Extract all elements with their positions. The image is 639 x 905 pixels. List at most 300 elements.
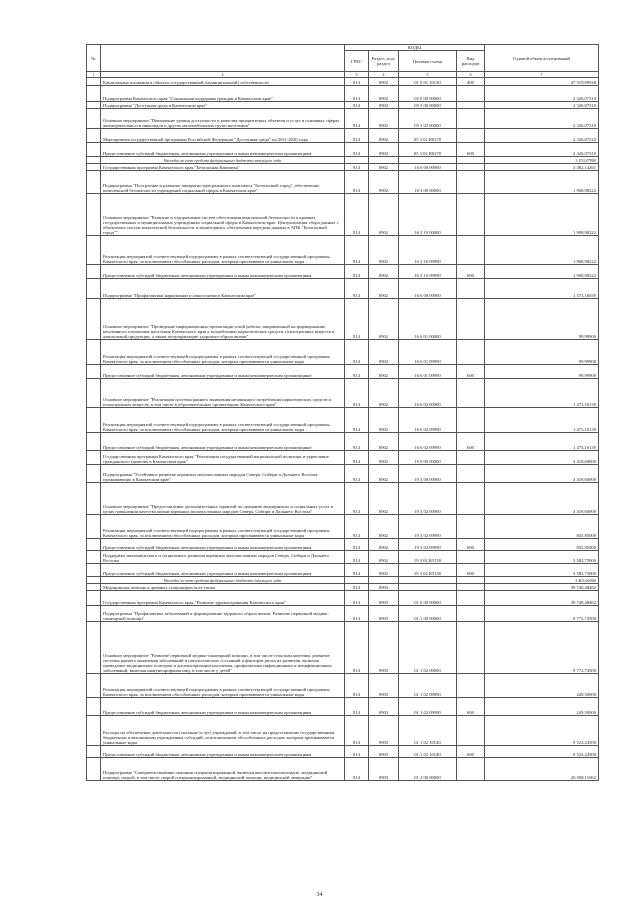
header-section: Раздел, под-раздел [369, 51, 399, 72]
cell-name: Основное мероприятие "Предоставление дополнительных гарантий по оказанию медицинских и социальных услуг в целях повышения качества жизни коренных малочисленных народов Севера, Сибири и Дальнего Востока" [101, 483, 345, 515]
cell-num [87, 746, 101, 758]
cell-cs [399, 577, 457, 584]
cell-name: Предоставление субсидий бюджетным, автономным учреждениям и иным некоммерческим организациям [101, 698, 345, 716]
cell-cs: 01 9 01 10130 [399, 78, 457, 86]
cell-num [87, 109, 101, 129]
cell-grbs: 814 [345, 606, 369, 622]
col-number: 4 [369, 72, 399, 78]
cell-vr [457, 577, 485, 584]
cell-vr [457, 622, 485, 674]
cell-num [87, 102, 101, 109]
cell-num [87, 78, 101, 86]
cell-razdel: 0903 [369, 622, 399, 674]
cell-name: Расходы на обеспечение деятельности (оказание услуг) учреждений, в том числе на предоставление государственным бюджетным и автономным учреждениям субсидий, за исключением обособленных расходов, которым присваиваются уникальные коды [101, 716, 345, 746]
cell-razdel: 0902 [369, 164, 399, 171]
cell-razdel: 0903 [369, 758, 399, 781]
cell-num [87, 564, 101, 577]
cell-num [87, 584, 101, 591]
cell-vr [457, 451, 485, 465]
cell-razdel: 0902 [369, 265, 399, 279]
cell-amount: 9 523,24500 [485, 716, 599, 746]
cell-grbs: 814 [345, 622, 369, 674]
cell-razdel: 0902 [369, 279, 399, 299]
cell-grbs: 814 [345, 716, 369, 746]
cell-amount: 2 326,07310 [485, 143, 599, 157]
header-name-blank [101, 45, 345, 72]
cell-cs: 19 3 02 09990 [399, 515, 457, 539]
header-target: Целевая статья [399, 51, 457, 72]
cell-amount: 1 473,16139 [485, 379, 599, 408]
cell-razdel: 0902 [369, 465, 399, 483]
cell-cs: 01 1 02 00000 [399, 622, 457, 674]
cell-amount: 2 326,07310 [485, 109, 599, 129]
cell-vr [457, 236, 485, 265]
cell-num [87, 299, 101, 340]
cell-cs [399, 584, 457, 591]
cell-cs: 16 6 01 00000 [399, 299, 457, 340]
cell-name: Предоставление субсидий бюджетным, автономным учреждениям и иным некоммерческим организациям [101, 265, 345, 279]
table-row [87, 129, 599, 143]
header-codes: КОДЫ [345, 45, 485, 51]
cell-vr [457, 515, 485, 539]
cell-grbs: 814 [345, 746, 369, 758]
cell-vr [457, 109, 485, 129]
cell-name: Расходы за счет средств федерального бюджета текущего года [101, 577, 345, 584]
cell-num [87, 365, 101, 379]
table-row [87, 465, 599, 483]
cell-num [87, 451, 101, 465]
cell-name: Предоставление субсидий бюджетным, автономным учреждениям и иным некоммерческим организациям [101, 746, 345, 758]
cell-razdel: 0902 [369, 515, 399, 539]
cell-num [87, 86, 101, 102]
table-row [87, 591, 599, 606]
cell-cs: 16 6 01 09990 [399, 340, 457, 365]
cell-cs [399, 157, 457, 164]
cell-name: Предоставление субсидий бюджетным, автономным учреждениям и иным некоммерческим организациям [101, 433, 345, 451]
table-row [87, 109, 599, 129]
cell-vr [457, 606, 485, 622]
cell-num [87, 465, 101, 483]
cell-grbs: 814 [345, 698, 369, 716]
budget-table [86, 44, 599, 781]
cell-vr: 600 [457, 365, 485, 379]
cell-grbs: 814 [345, 78, 369, 86]
cell-cs: 16 3 10 00000 [399, 194, 457, 236]
cell-razdel: 0902 [369, 86, 399, 102]
cell-num [87, 157, 101, 164]
header-kind: Вид расходов [457, 51, 485, 72]
cell-name: Поддержка экономического и социального развития коренных малочисленных народов Севера, Сибири и Дальнего Востока [101, 551, 345, 564]
cell-razdel: 0903 [369, 746, 399, 758]
cell-grbs: 814 [345, 265, 369, 279]
cell-num [87, 236, 101, 265]
cell-vr [457, 102, 485, 109]
cell-grbs: 814 [345, 194, 369, 236]
table-row [87, 622, 599, 674]
cell-cs: 01 1 02 10140 [399, 716, 457, 746]
cell-amount: 1 170,47990 [485, 157, 599, 164]
cell-cs: 19 3 02 09990 [399, 539, 457, 551]
cell-amount: 9 523,24500 [485, 746, 599, 758]
table-row [87, 433, 599, 451]
cell-grbs: 814 [345, 102, 369, 109]
table-subtotal-row [87, 157, 599, 164]
cell-vr [457, 164, 485, 171]
cell-name: Расходы за счет средств федерального бюджета текущего года [101, 157, 345, 164]
cell-grbs: 814 [345, 143, 369, 157]
table-row [87, 171, 599, 194]
cell-razdel: 0902 [369, 379, 399, 408]
cell-vr [457, 379, 485, 408]
cell-grbs: 814 [345, 109, 369, 129]
table-row [87, 564, 599, 577]
cell-razdel: 0902 [369, 551, 399, 564]
cell-name: Медицинская помощь в дневных стационарах всех типов [101, 584, 345, 591]
cell-razdel: 0902 [369, 433, 399, 451]
cell-amount: 1 473,16139 [485, 433, 599, 451]
cell-amount: 1 473,16139 [485, 408, 599, 433]
cell-vr: 600 [457, 433, 485, 451]
table-row [87, 279, 599, 299]
header-num: № [87, 45, 101, 72]
cell-name: Реализация мероприятий соответствующей подпрограммы в рамках соответствующей государственной программы Камчатского края, за исключением обособленных расходов, которым присваиваются уникальные коды [101, 340, 345, 365]
cell-cs: 16 3 10 09990 [399, 236, 457, 265]
cell-vr [457, 157, 485, 164]
cell-cs: 05 3 02 00000 [399, 109, 457, 129]
cell-razdel: 0902 [369, 143, 399, 157]
cell-razdel: 0902 [369, 365, 399, 379]
cell-grbs: 814 [345, 539, 369, 551]
cell-grbs: 814 [345, 236, 369, 265]
cell-num [87, 716, 101, 746]
cell-cs: 05 3 00 00000 [399, 102, 457, 109]
cell-grbs: 814 [345, 433, 369, 451]
cell-grbs: 814 [345, 584, 369, 591]
col-number: 5 [399, 72, 457, 78]
cell-name: Подпрограмма "Профилактика наркомании и алкоголизма в Камчатском крае" [101, 279, 345, 299]
cell-num [87, 606, 101, 622]
cell-amount: 99,99900 [485, 299, 599, 340]
cell-name: Предоставление субсидий бюджетным, автономным учреждениям и иным некоммерческим организациям [101, 365, 345, 379]
cell-vr: 600 [457, 698, 485, 716]
cell-grbs [345, 577, 369, 584]
cell-amount: 26 508,11062 [485, 758, 599, 781]
cell-num [87, 483, 101, 515]
cell-grbs: 814 [345, 171, 369, 194]
cell-razdel: 0903 [369, 591, 399, 606]
cell-razdel: 0902 [369, 340, 399, 365]
table-row [87, 746, 599, 758]
cell-razdel: 0902 [369, 236, 399, 265]
cell-grbs: 814 [345, 564, 369, 577]
cell-vr [457, 340, 485, 365]
table-row [87, 539, 599, 551]
cell-name: Капитальные вложения в объекты государственной (муниципальной) собственности [101, 78, 345, 86]
cell-name: Государственная программа Камчатского края "Безопасная Камчатка" [101, 164, 345, 171]
cell-razdel: 0903 [369, 584, 399, 591]
table-row [87, 698, 599, 716]
cell-grbs: 814 [345, 340, 369, 365]
table-row [87, 265, 599, 279]
table-row [87, 379, 599, 408]
cell-grbs: 814 [345, 551, 369, 564]
col-number: 7 [485, 72, 599, 78]
header-grbs: ГРБС [345, 51, 369, 72]
cell-grbs: 814 [345, 758, 369, 781]
cell-vr [457, 129, 485, 143]
cell-num [87, 265, 101, 279]
cell-vr [457, 584, 485, 591]
cell-vr [457, 171, 485, 194]
cell-grbs: 814 [345, 379, 369, 408]
cell-grbs: 814 [345, 674, 369, 698]
cell-cs: 16 6 00 00000 [399, 279, 457, 299]
cell-razdel: 0902 [369, 78, 399, 86]
cell-amount: 99,99900 [485, 340, 599, 365]
table-row [87, 408, 599, 433]
cell-cs: 05 3 02 R0270 [399, 129, 457, 143]
cell-grbs: 814 [345, 451, 369, 465]
cell-razdel: 0902 [369, 299, 399, 340]
cell-cs: 19 3 00 00000 [399, 465, 457, 483]
cell-name: Подпрограмма "Доступная среда в Камчатском крае" [101, 102, 345, 109]
cell-amount: 1 908,98222 [485, 194, 599, 236]
cell-amount: 2 326,07310 [485, 102, 599, 109]
cell-grbs: 814 [345, 365, 369, 379]
cell-grbs: 814 [345, 299, 369, 340]
table-row [87, 584, 599, 591]
cell-grbs: 814 [345, 86, 369, 102]
cell-name: Подпрограмма "Устойчивое развитие коренных малочисленных народов Севера, Сибири и Дальнего Востока, проживающих в Камчатском крае" [101, 465, 345, 483]
col-number: 3 [345, 72, 369, 78]
cell-num [87, 622, 101, 674]
cell-amount: 1 908,98222 [485, 171, 599, 194]
cell-amount: 3 582,75000 [485, 551, 599, 564]
cell-razdel [369, 577, 399, 584]
cell-vr [457, 551, 485, 564]
cell-grbs: 814 [345, 408, 369, 433]
cell-vr: 600 [457, 539, 485, 551]
cell-grbs: 814 [345, 129, 369, 143]
cell-cs: 01 0 00 00000 [399, 591, 457, 606]
cell-amount: 249,50000 [485, 674, 599, 698]
cell-vr [457, 674, 485, 698]
cell-razdel: 0902 [369, 539, 399, 551]
header-row-1 [87, 45, 599, 51]
cell-razdel: 0902 [369, 564, 399, 577]
cell-vr [457, 279, 485, 299]
cell-amount: 3 403,60000 [485, 577, 599, 584]
cell-grbs: 814 [345, 591, 369, 606]
table-row [87, 483, 599, 515]
header-volume: Годовой объем ассигнований [485, 45, 599, 72]
cell-amount: 9 772,74500 [485, 622, 599, 674]
cell-vr: 600 [457, 265, 485, 279]
cell-name: Предоставление субсидий бюджетным, автономным учреждениям и иным некоммерческим организациям [101, 539, 345, 551]
cell-razdel: 0902 [369, 194, 399, 236]
cell-grbs: 814 [345, 515, 369, 539]
cell-cs: 16 3 10 09990 [399, 265, 457, 279]
cell-razdel: 0903 [369, 674, 399, 698]
table-row [87, 716, 599, 746]
cell-razdel: 0903 [369, 698, 399, 716]
col-number: 1 [87, 72, 101, 78]
cell-amount: 1 908,98222 [485, 236, 599, 265]
cell-amount: 4 418,60000 [485, 465, 599, 483]
table-row [87, 86, 599, 102]
table-row [87, 143, 599, 157]
page-number: 34 [316, 892, 323, 898]
cell-num [87, 577, 101, 584]
cell-num [87, 515, 101, 539]
cell-cs: 01 1 02 09990 [399, 674, 457, 698]
cell-razdel: 0902 [369, 171, 399, 194]
cell-cs: 16 6 01 09990 [399, 365, 457, 379]
cell-name: Предоставление субсидий бюджетным, автономным учреждениям и иным некоммерческим организациям [101, 143, 345, 157]
cell-num [87, 129, 101, 143]
cell-amount: 39 740,48462 [485, 591, 599, 606]
table-row [87, 194, 599, 236]
cell-amount: 249,50000 [485, 698, 599, 716]
cell-grbs: 814 [345, 164, 369, 171]
cell-cs: 16 6 02 09990 [399, 433, 457, 451]
cell-grbs: 814 [345, 483, 369, 515]
col-number: 6 [457, 72, 485, 78]
cell-cs: 19 3 02 R5150 [399, 551, 457, 564]
table-row [87, 365, 599, 379]
cell-vr: 600 [457, 564, 485, 577]
cell-name: Основное мероприятие "Проведение информационно-пропагандистской работы, направленной на формирование негативного отношения населения Камчатского края к потреблению наркотических средств, психотропных веществ и алкогольной продукции, а также популяризацию здорового образа жизни" [101, 299, 345, 340]
cell-razdel: 0902 [369, 408, 399, 433]
cell-cs: 05 3 02 R0270 [399, 143, 457, 157]
table-row [87, 551, 599, 564]
cell-num [87, 379, 101, 408]
cell-name: Основное мероприятие "Повышение уровня доступности и качества приоритетных объектов и услуг в основных сферах жизнедеятельности инвалидов и других маломобильных групп населения" [101, 109, 345, 129]
cell-name: Реализация мероприятий соответствующей подпрограммы в рамках соответствующей государственной программы Камчатского края, за исключением обособленных расходов, которым присваиваются уникальные коды [101, 408, 345, 433]
cell-vr [457, 86, 485, 102]
cell-num [87, 539, 101, 551]
cell-amount: 39 740,48462 [485, 584, 599, 591]
cell-amount: 835,85000 [485, 539, 599, 551]
cell-num [87, 591, 101, 606]
cell-cs: 05 0 00 00000 [399, 86, 457, 102]
table-row [87, 102, 599, 109]
cell-num [87, 340, 101, 365]
cell-amount: 835,85000 [485, 515, 599, 539]
col-number: 2 [101, 72, 345, 78]
cell-num [87, 171, 101, 194]
cell-name: Реализация мероприятий соответствующей подпрограммы в рамках соответствующей государственной программы Камчатского края, за исключением обособленных расходов, которым присваиваются уникальные коды [101, 515, 345, 539]
cell-num [87, 279, 101, 299]
cell-amount: 3 582,75000 [485, 564, 599, 577]
cell-vr: 400 [457, 78, 485, 86]
cell-amount: 3 482,14261 [485, 164, 599, 171]
cell-cs: 16 6 02 09990 [399, 408, 457, 433]
cell-cs: 01 2 00 00000 [399, 758, 457, 781]
table-subtotal-row [87, 577, 599, 584]
budget-table-sheet [86, 44, 598, 781]
cell-name: Подпрограмма "Совершенствование оказания специализированной, включая высокотехнологичную, медицинской помощи, скорой, в том числе скорой специализированной, медицинской помощи, медицинской эвакуации" [101, 758, 345, 781]
cell-num [87, 674, 101, 698]
cell-amount: 4 418,60000 [485, 451, 599, 465]
table-row [87, 451, 599, 465]
cell-cs: 01 1 00 00000 [399, 606, 457, 622]
cell-name: Основное мероприятие "Развитие первичной медико-санитарной помощи, в том числе сельским жителям, развитие системы раннего выявления заболеваний и патологических состояний и факторов риска их развития, включая проведение медицинских осмотров и диспансеризации населения, профилактика инфекционных и неинфекционных заболеваний, включая иммунопрофилактику, в том числе у детей" [101, 622, 345, 674]
cell-vr [457, 299, 485, 340]
table-row [87, 236, 599, 265]
table-row [87, 758, 599, 781]
table-row [87, 515, 599, 539]
cell-razdel: 0903 [369, 606, 399, 622]
table-row [87, 606, 599, 622]
cell-name: Подпрограмма "Построение и развитие аппаратно-программного комплекса "Безопасный город", обеспечение комплексной безопасности учреждений социальной сферы в Камчатском крае" [101, 171, 345, 194]
cell-num [87, 143, 101, 157]
table-row [87, 340, 599, 365]
table-row [87, 78, 599, 86]
cell-vr [457, 758, 485, 781]
table-row [87, 299, 599, 340]
cell-vr [457, 483, 485, 515]
cell-amount: 99,99900 [485, 365, 599, 379]
cell-name: Основное мероприятие "Реализация системы раннего выявления незаконного потребления наркотических средств и психотропных веществ, в том числе в образовательных организациях Камчатского края" [101, 379, 345, 408]
cell-name: Государственная программа Камчатского края "Реализация государственной национальной политики и укрепление гражданского единства в Камчатском крае" [101, 451, 345, 465]
cell-cs: 19 0 00 00000 [399, 451, 457, 465]
cell-num [87, 408, 101, 433]
cell-amount: 47 519,89928 [485, 78, 599, 86]
cell-razdel: 0902 [369, 483, 399, 515]
budget-rows [87, 78, 599, 781]
cell-vr [457, 716, 485, 746]
cell-amount: 1 908,98222 [485, 265, 599, 279]
cell-vr: 600 [457, 746, 485, 758]
cell-vr [457, 591, 485, 606]
cell-razdel: 0902 [369, 129, 399, 143]
cell-amount: 2 326,07310 [485, 129, 599, 143]
cell-cs: 16 6 02 00000 [399, 379, 457, 408]
cell-vr: 600 [457, 143, 485, 157]
cell-vr [457, 408, 485, 433]
cell-grbs [345, 157, 369, 164]
cell-cs: 01 1 02 10140 [399, 746, 457, 758]
table-row [87, 164, 599, 171]
cell-num [87, 758, 101, 781]
cell-amount: 4 418,60000 [485, 483, 599, 515]
cell-amount: 1 573,16039 [485, 279, 599, 299]
cell-name: Государственная программа Камчатского края "Развитие здравоохранения Камчатского края" [101, 591, 345, 606]
cell-name: Реализация мероприятий соответствующей подпрограммы в рамках соответствующей государственной программы Камчатского края, за исключением обособленных расходов, которым присваиваются уникальные коды [101, 674, 345, 698]
cell-razdel: 0902 [369, 102, 399, 109]
cell-num [87, 194, 101, 236]
cell-razdel [369, 157, 399, 164]
cell-num [87, 164, 101, 171]
cell-grbs: 814 [345, 465, 369, 483]
cell-razdel: 0902 [369, 109, 399, 129]
cell-cs: 19 3 02 00000 [399, 483, 457, 515]
cell-amount: 2 326,07310 [485, 86, 599, 102]
cell-name: Подпрограмма "Профилактика заболеваний и формирование здорового образа жизни. Развитие первичной медико-санитарной помощи" [101, 606, 345, 622]
cell-name: Основное мероприятие "Развитие и оздоровление систем обеспечения комплексной безопасности в краевых государственных и муниципальных учреждениях социальной сферы в Камчатском крае. Централизация сбора данных с объектовых систем комплексной безопасности и мониторинга, обеспечения передачи данных в АПК "Безопасный город"" [101, 194, 345, 236]
cell-grbs: 814 [345, 279, 369, 299]
cell-cs: 16 3 00 00000 [399, 171, 457, 194]
cell-name: Реализация мероприятий соответствующей подпрограммы в рамках соответствующей государственной программы Камчатского края, за исключением обособленных расходов, которым присваиваются уникальные коды [101, 236, 345, 265]
table-row [87, 674, 599, 698]
cell-cs: 16 0 00 00000 [399, 164, 457, 171]
cell-razdel: 0902 [369, 451, 399, 465]
cell-num [87, 551, 101, 564]
cell-num [87, 433, 101, 451]
cell-cs: 01 1 02 09990 [399, 698, 457, 716]
cell-amount: 9 772,74500 [485, 606, 599, 622]
